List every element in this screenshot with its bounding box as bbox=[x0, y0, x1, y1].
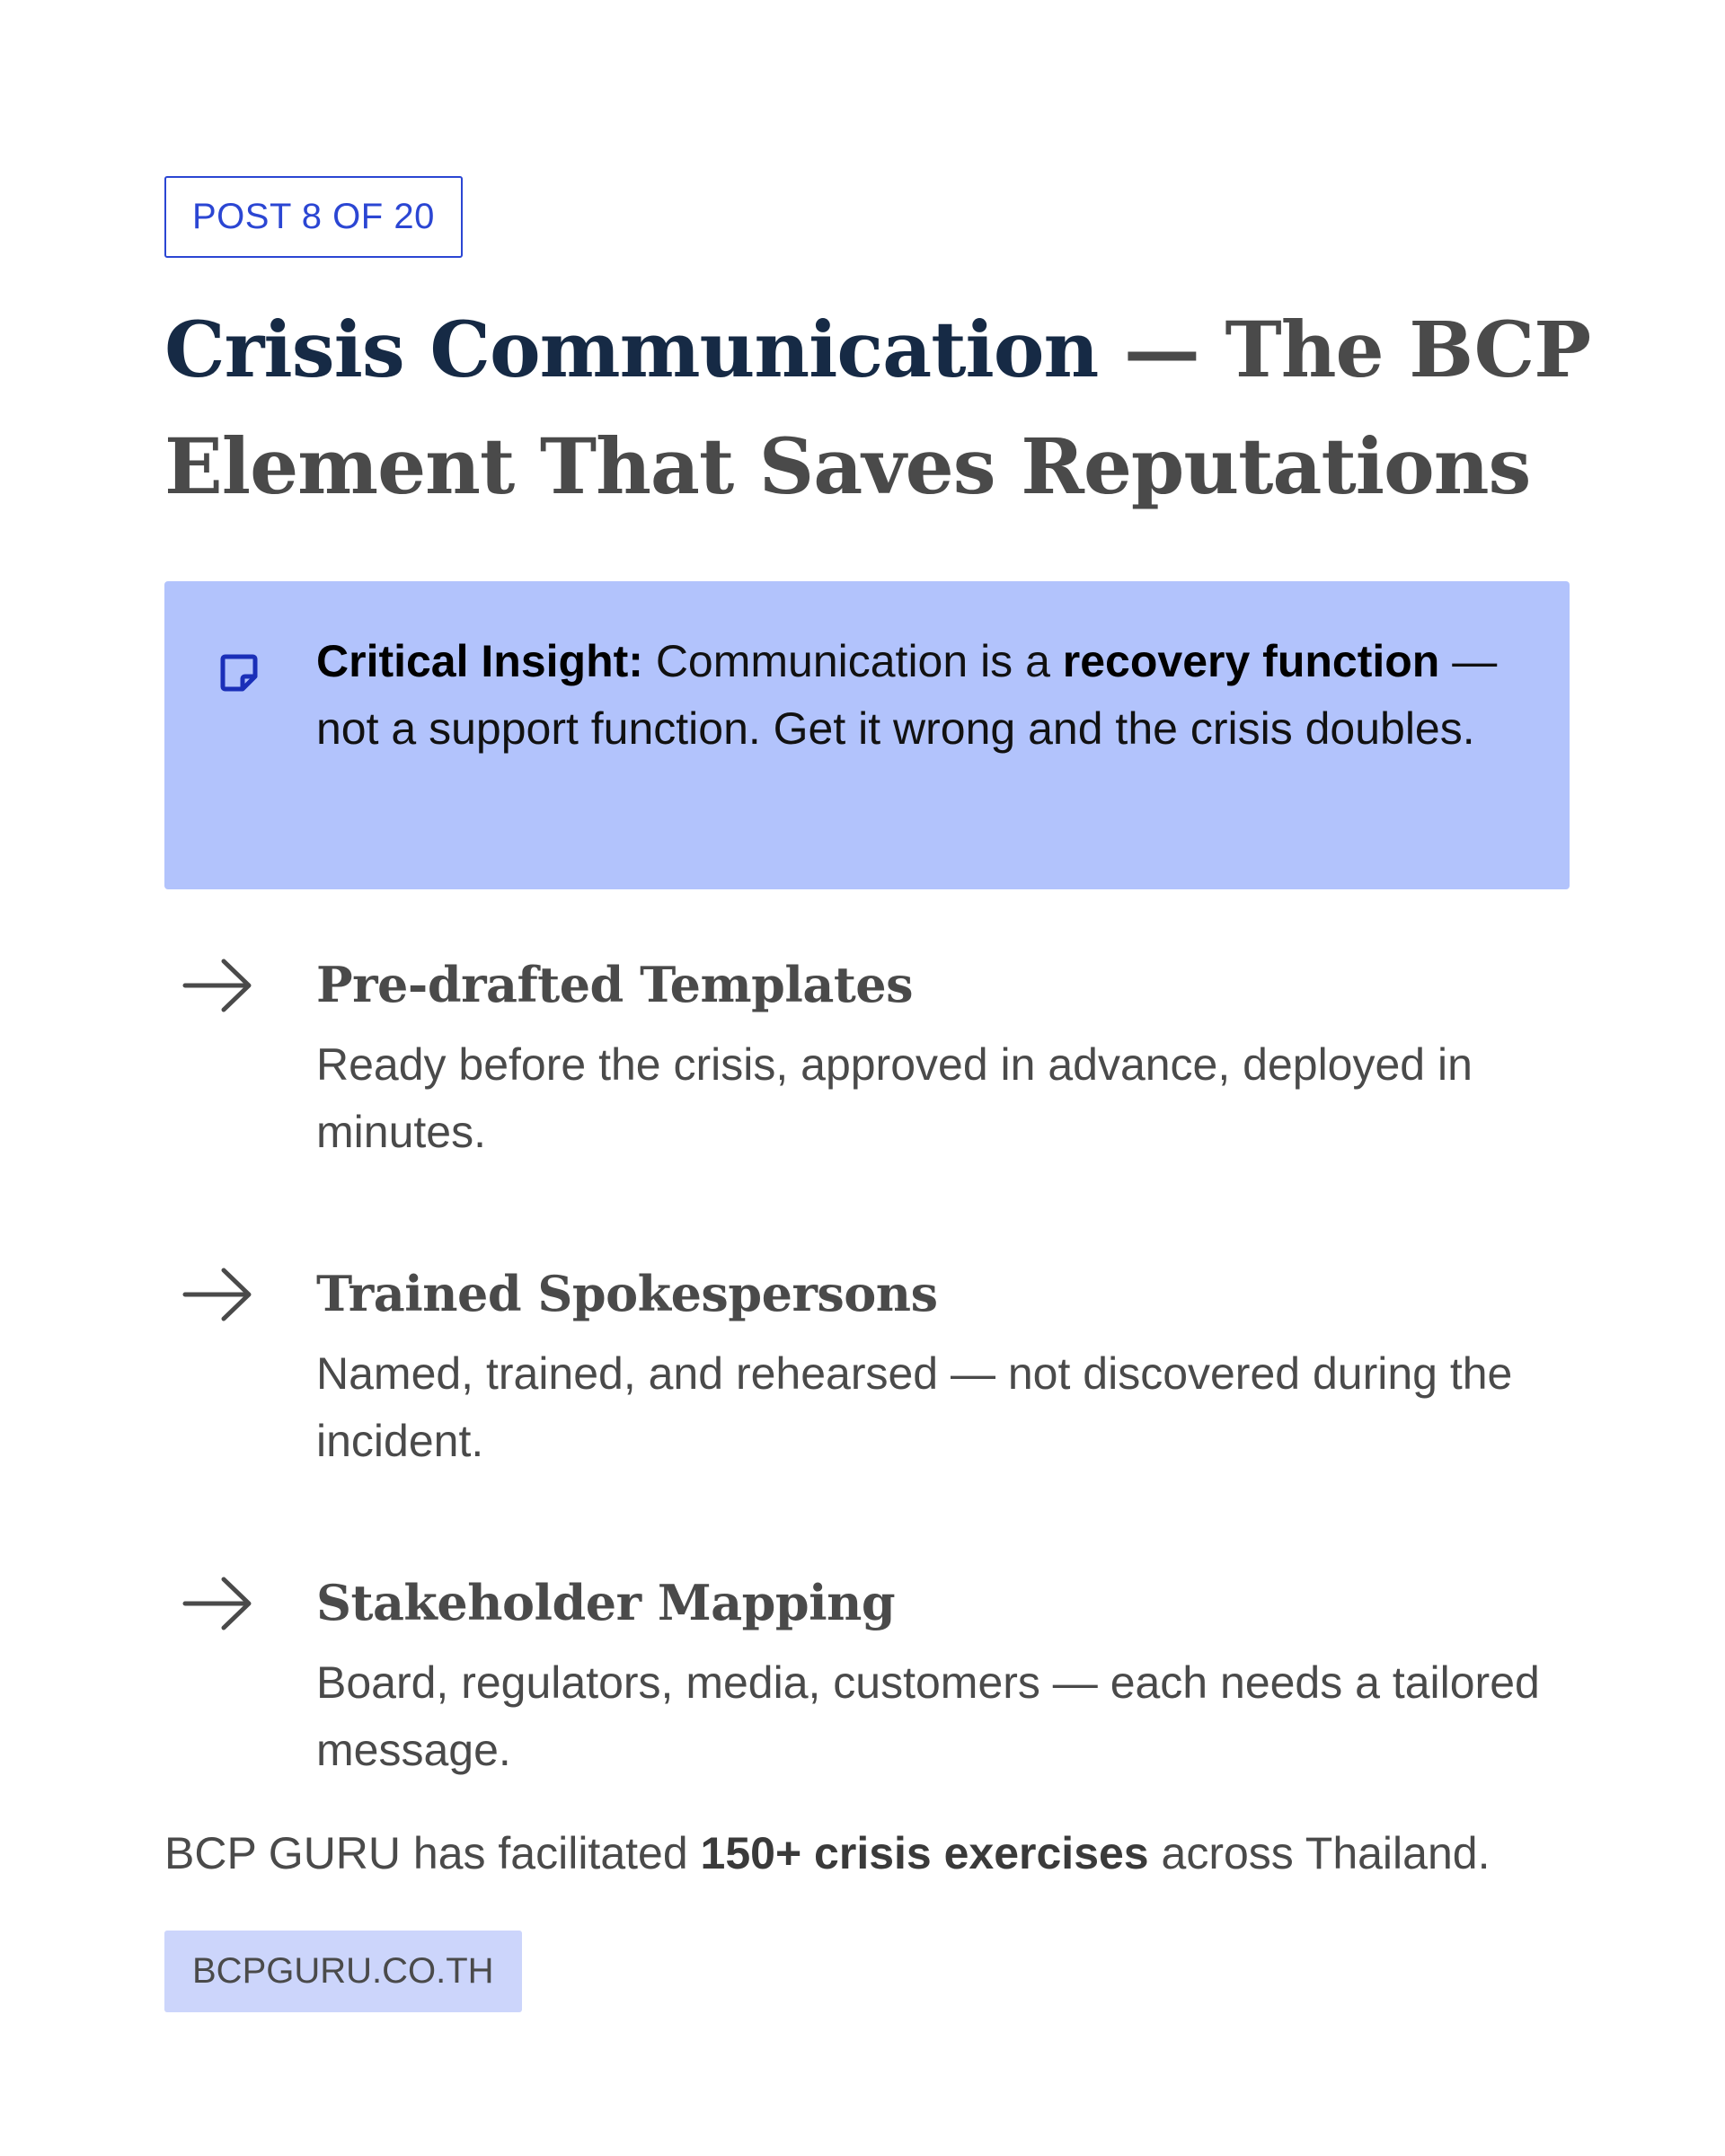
feature-description: Named, trained, and rehearsed — not discovered during the incident. bbox=[316, 1348, 1513, 1466]
title-line-1-rest: — The BCP bbox=[1098, 305, 1591, 395]
credentials-line bbox=[164, 1820, 1570, 1887]
insight-text-after: — not a support function. Get it wrong and the crisis doubles. bbox=[316, 636, 1498, 754]
page-title bbox=[164, 292, 1591, 526]
arrow-right-icon bbox=[180, 1263, 255, 1326]
feature-title: Trained Spokespersons bbox=[316, 1265, 938, 1322]
arrow-right-icon bbox=[180, 1572, 255, 1635]
arrow-right-icon bbox=[180, 954, 255, 1017]
credentials-text-before: BCP GURU has facilitated bbox=[164, 1828, 701, 1878]
feature-item bbox=[164, 1558, 1570, 1784]
feature-item bbox=[164, 940, 1570, 1166]
credentials-text-after: across Thailand. bbox=[1148, 1828, 1491, 1878]
post-card bbox=[164, 176, 1591, 2012]
post-counter-badge: POST 8 OF 20 bbox=[164, 176, 463, 258]
critical-insight-callout bbox=[164, 581, 1570, 889]
insight-lead: Critical Insight: bbox=[316, 636, 643, 686]
feature-item bbox=[164, 1249, 1570, 1475]
title-line-2: Element That Saves Reputations bbox=[164, 422, 1531, 512]
feature-description: Ready before the crisis, approved in advance, deployed in minutes. bbox=[316, 1039, 1473, 1157]
feature-list bbox=[164, 940, 1570, 1784]
feature-title: Pre-drafted Templates bbox=[316, 956, 914, 1013]
insight-text bbox=[316, 628, 1538, 763]
feature-title: Stakeholder Mapping bbox=[316, 1574, 896, 1631]
insight-text-before: Communication is a bbox=[642, 636, 1063, 686]
credentials-emphasis: 150+ crisis exercises bbox=[700, 1828, 1149, 1878]
note-icon bbox=[217, 651, 261, 694]
insight-emphasis: recovery function bbox=[1062, 636, 1440, 686]
title-highlight: Crisis Communication bbox=[164, 305, 1099, 395]
feature-description: Board, regulators, media, customers — each needs a tailored message. bbox=[316, 1657, 1540, 1775]
website-badge[interactable]: BCPGURU.CO.TH bbox=[164, 1931, 522, 2012]
